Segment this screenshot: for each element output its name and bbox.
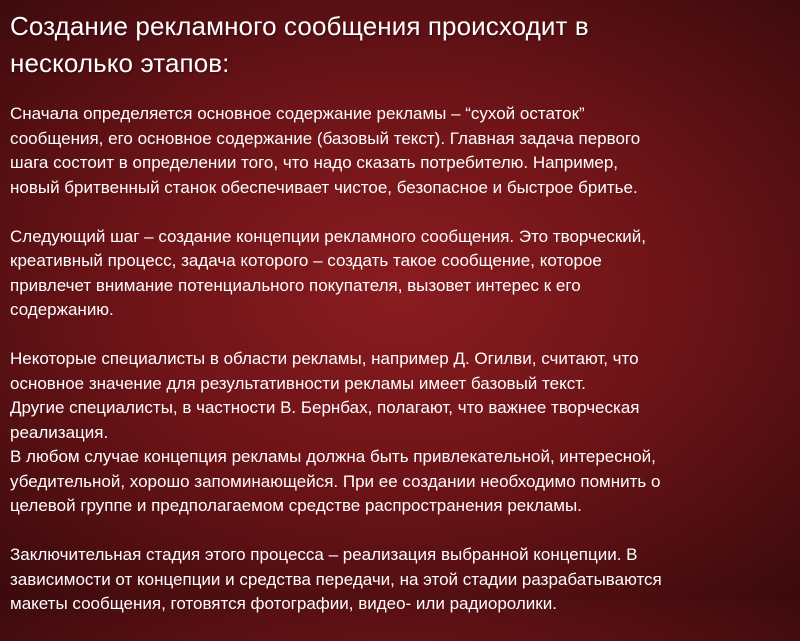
text-line: креативный процесс, задача которого – создать такое сообщение, которое bbox=[10, 251, 602, 270]
paragraph-main-content bbox=[10, 102, 796, 200]
text-line: зависимости от концепции и средства передачи, на этой стадии разрабатываются bbox=[10, 569, 662, 589]
text-line: Заключительная стадия этого процесса – реализация выбранной концепции. В bbox=[10, 545, 638, 564]
text-line: сообщения, его основное содержание (базовый текст). Главная задача первого bbox=[10, 128, 641, 148]
text-line: Сначала определяется основное содержание рекламы – “сухой остаток” bbox=[10, 104, 585, 123]
paragraph-concept bbox=[10, 225, 796, 323]
slide-title-line: Создание рекламного сообщения происходит в bbox=[10, 11, 589, 41]
text-line: убедительной, хорошо запоминающейся. При ее создании необходимо помнить о bbox=[10, 471, 661, 491]
slide-body bbox=[10, 102, 796, 641]
text-line: привлечет внимание потенциального покупателя, вызовет интерес к его bbox=[10, 275, 581, 295]
paragraph-specialists bbox=[10, 347, 796, 519]
text-line: реализация. bbox=[10, 422, 109, 442]
text-line: содержанию. bbox=[10, 300, 114, 319]
slide-title-line: несколько этапов: bbox=[10, 48, 230, 78]
text-line: Некоторые специалисты в области рекламы, например Д. Огилви, считают, что bbox=[10, 349, 639, 368]
text-line: Другие специалисты, в частности В. Бернбах, полагают, что важнее творческая bbox=[10, 398, 640, 417]
text-line: основное значение для результативности рекламы имеет базовый текст. bbox=[10, 373, 586, 393]
text-line: Следующий шаг – создание концепции рекламного сообщения. Это творческий, bbox=[10, 226, 646, 246]
text-line: целевой группе и предполагаемом средстве распространения рекламы. bbox=[10, 496, 582, 515]
text-line: шага состоит в определении того, что надо сказать потребителю. Например, bbox=[10, 153, 619, 172]
text-line: новый бритвенный станок обеспечивает чистое, безопасное и быстрое бритье. bbox=[10, 177, 638, 197]
text-line: В любом случае концепция рекламы должна быть привлекательной, интересной, bbox=[10, 447, 656, 466]
slide-title bbox=[10, 8, 790, 82]
paragraph-final-stage bbox=[10, 543, 796, 617]
text-line: макеты сообщения, готовятся фотографии, видео- или радиоролики. bbox=[10, 594, 557, 613]
